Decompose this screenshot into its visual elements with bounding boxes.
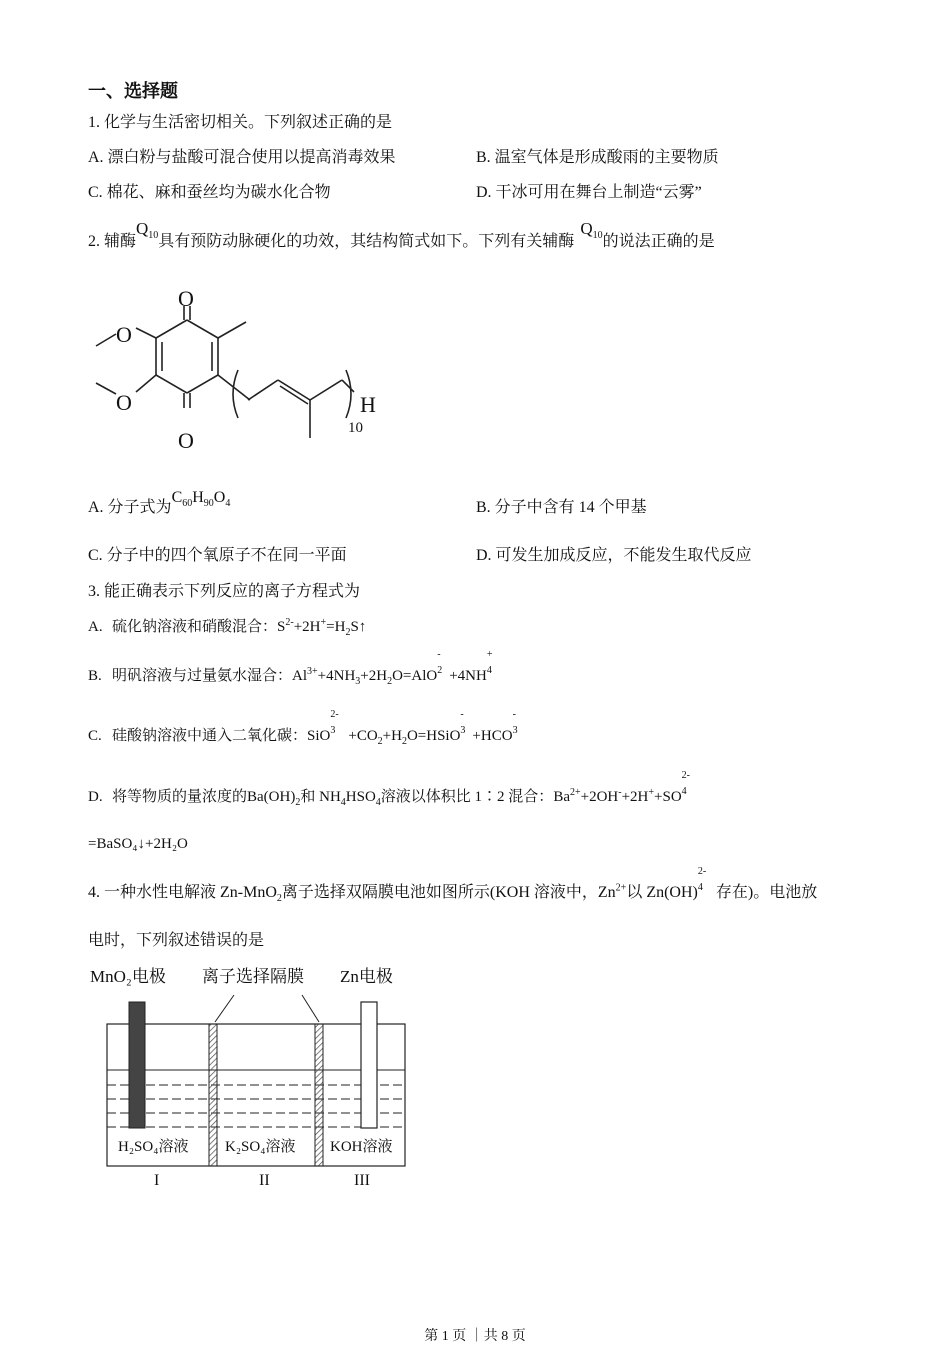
q3-d-baoh2: $Ba(OH)_2$ bbox=[247, 789, 301, 808]
q3-option-d bbox=[88, 770, 700, 808]
q3-c-text: 硅酸钠溶液中通入二氧化碳： bbox=[112, 728, 308, 744]
q3-stem: 3. 能正确表示下列反应的离子方程式为 bbox=[88, 583, 361, 600]
formula-h-sub: 90 bbox=[203, 498, 214, 509]
q3-b-equation: $Al^{3+}+4NH_3+2H_2O=AlO$ - 2 +4NH + 4 bbox=[292, 649, 493, 687]
q4-stem-line2: 电时，下列叙述错误的是 bbox=[88, 932, 265, 949]
q3-d-nh4hso4: $NH_4HSO_4$ bbox=[315, 789, 381, 808]
q4-stem-p3: 以 Zn(OH) bbox=[626, 884, 698, 901]
q1-stem: 1. 化学与生活密切相关。下列叙述正确的是 bbox=[88, 114, 393, 131]
q3-a-equation: $S^{2-}+2H^+=H_2S↑$ bbox=[277, 617, 367, 638]
label-zn-electrode: Zn电极 bbox=[340, 967, 393, 986]
q3-d-text1: 将等物质的量浓度的 bbox=[112, 789, 248, 805]
q1-option-c: C. 棉花、麻和蚕丝均为碳水化合物 bbox=[88, 184, 331, 201]
q2-q-letter-1: Q bbox=[136, 219, 149, 238]
coenzyme-q10-structure bbox=[88, 280, 398, 455]
q4-stem-p1-sub: 2 bbox=[276, 893, 282, 905]
q3-option-d-line2: =BaSO₄↓+2H₂O bbox=[88, 836, 188, 852]
struct-o-top: O bbox=[178, 286, 194, 311]
q3-b-label: B. bbox=[88, 668, 102, 684]
q3-option-a bbox=[88, 617, 366, 637]
battery-diagram bbox=[88, 960, 418, 1192]
struct-repeat-n: 10 bbox=[348, 420, 363, 436]
q2-q-sub-1: 10 bbox=[148, 230, 159, 241]
region-label-2: II bbox=[259, 1172, 270, 1189]
q3-b-text: 明矾溶液与过量氨水湿合： bbox=[112, 668, 293, 684]
label-h2so4-solution: H₂SO₄溶液 bbox=[118, 1139, 189, 1155]
page-footer: 第 1 页 ｜共 8 页 bbox=[424, 1329, 526, 1344]
q2-q-sub-2: 10 bbox=[592, 230, 603, 241]
q3-d-text2: 和 bbox=[300, 789, 316, 805]
label-k2so4-solution: K₂SO₄溶液 bbox=[225, 1139, 296, 1155]
q4-stem-p1: 4. 一种水性电解液 Zn-MnO bbox=[88, 884, 277, 901]
struct-o-left1: O bbox=[116, 322, 132, 347]
q3-d-label: D. bbox=[88, 789, 103, 805]
q2-stem bbox=[88, 219, 715, 254]
formula-c: C bbox=[171, 489, 183, 506]
section-title: 一、选择题 bbox=[88, 81, 178, 102]
q2-stem-part2: 具有预防动脉硬化的功效，其结构简式如下。下列有关辅酶 bbox=[158, 233, 575, 250]
q1-option-b: B. 温室气体是形成酸雨的主要物质 bbox=[476, 149, 719, 166]
q4-stem-p2: 离子选择双隔膜电池如图所示(KOH 溶液中，Zn bbox=[281, 884, 616, 901]
q4-stem: 4. 一种水性电解液 Zn-MnO$_2$离子选择双隔膜电池如图所示(KOH 溶液中，$Zn^{2+}$以 Zn(OH) 2- 4 存在)。电池放 bbox=[88, 866, 818, 905]
formula-o-sub: 4 bbox=[225, 498, 231, 509]
region-label-3: III bbox=[354, 1172, 370, 1189]
struct-h: H bbox=[360, 392, 376, 417]
formula-h: H bbox=[192, 489, 204, 506]
q3-a-text: 硫化钠溶液和硝酸混合： bbox=[112, 619, 278, 635]
q3-option-c bbox=[88, 709, 525, 747]
q2-stem-part1: 2. 辅酶 bbox=[88, 233, 137, 250]
label-ion-selective-membrane: 离子选择隔膜 bbox=[202, 967, 304, 986]
q3-option-b bbox=[88, 649, 499, 687]
q4-stem-p2-sup: 2+ bbox=[615, 882, 627, 894]
q3-c-label: C. bbox=[88, 728, 102, 744]
q1-option-a: A. 漂白粉与盐酸可混合使用以提高消毒效果 bbox=[88, 149, 396, 166]
q2-stem-part3: 的说法正确的是 bbox=[602, 233, 715, 250]
q2-option-d: D. 可发生加成反应，不能发生取代反应 bbox=[476, 547, 752, 564]
struct-o-bottom: O bbox=[178, 428, 194, 453]
q1-option-d: D. 干冰可用在舞台上制造“云雾” bbox=[476, 184, 702, 201]
q2-option-b: B. 分子中含有 14 个甲基 bbox=[476, 499, 647, 516]
q4-stem-p4: 存在)。电池放 bbox=[715, 884, 818, 901]
q2-option-c: C. 分子中的四个氧原子不在同一平面 bbox=[88, 547, 347, 564]
formula-o: O bbox=[213, 489, 226, 506]
label-mno2-electrode: MnO₂电极 bbox=[90, 967, 166, 986]
label-koh-solution: KOH溶液 bbox=[330, 1139, 393, 1155]
formula-c-sub: 60 bbox=[182, 498, 193, 509]
q2-option-a bbox=[88, 489, 231, 520]
region-label-1: I bbox=[154, 1172, 160, 1189]
q2-option-a-text: A. 分子式为 bbox=[88, 499, 172, 516]
q3-a-label: A. bbox=[88, 619, 103, 635]
q3-d-equation: $Ba^{2+}+2OH^-+2H^++SO$ 2- 4 bbox=[553, 770, 691, 805]
struct-o-left2: O bbox=[116, 390, 132, 415]
q2-q-letter-2: Q bbox=[580, 219, 593, 238]
q3-d-text3: 溶液以体积比 1∶2 混合： bbox=[380, 789, 554, 805]
q3-c-equation: SiO 2- 3 $+CO_2+H_2O=HSiO$ - 3 +HCO - 3 bbox=[307, 709, 518, 747]
